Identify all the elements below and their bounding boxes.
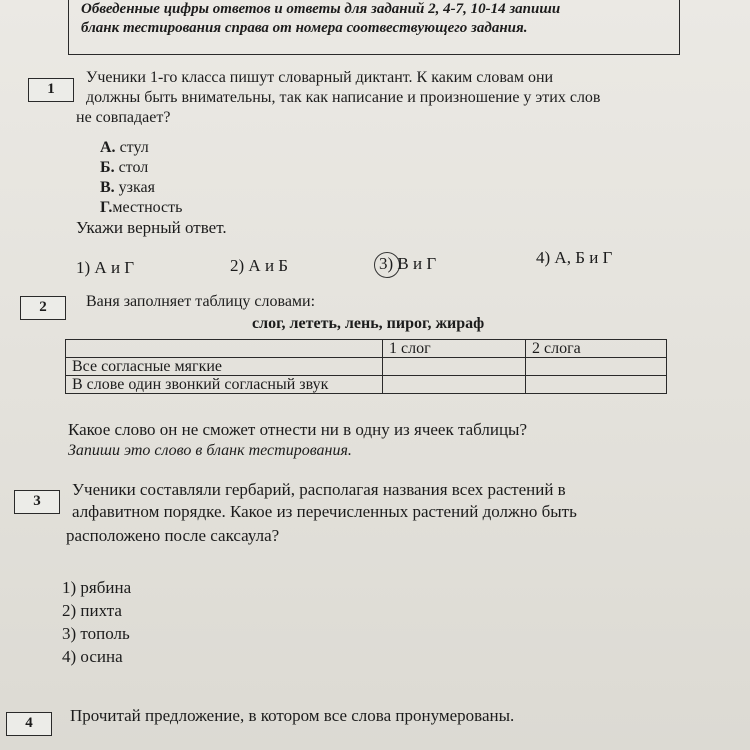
- task-1-number: 1: [28, 78, 74, 102]
- option-num: 2): [62, 601, 77, 620]
- table-cell: [526, 376, 667, 394]
- word-option-a: [100, 138, 149, 157]
- answer-option-2[interactable]: [230, 256, 288, 276]
- task-2-number: 2: [20, 296, 66, 320]
- word-letter: Г.: [100, 199, 113, 216]
- task-1-text-line-3: не совпадает?: [76, 109, 171, 126]
- plant-option-4[interactable]: [62, 647, 123, 667]
- answer-text: А и Б: [244, 256, 289, 275]
- word-text: стол: [114, 159, 149, 176]
- task-2-words: слог, лететь, лень, пирог, жираф: [252, 315, 485, 332]
- table-cell: [383, 358, 526, 376]
- word-option-v: [100, 178, 155, 197]
- task-1-instruction: Укажи верный ответ.: [76, 218, 227, 237]
- answer-num: 3): [379, 254, 394, 273]
- answer-text: А и Г: [90, 258, 135, 277]
- answer-num: 1): [76, 258, 91, 277]
- plant-option-3[interactable]: [62, 624, 130, 644]
- answer-text: В и Г: [393, 254, 437, 273]
- table-row-label: В слове один звонкий согласный звук: [66, 376, 383, 394]
- table-header-row: [66, 340, 667, 358]
- table-header-cell: [66, 340, 383, 358]
- table-row: [66, 376, 667, 394]
- option-num: 3): [62, 624, 77, 643]
- instructions-line-2: бланк тестирования справа от номера соотвествующего задания.: [81, 20, 528, 36]
- instructions-box: [68, 0, 680, 55]
- word-letter: Б.: [100, 159, 115, 176]
- table-row-label: Все согласные мягкие: [66, 358, 383, 376]
- answer-option-3[interactable]: [379, 254, 436, 274]
- option-text: рябина: [76, 578, 132, 597]
- task-2-instruction: Запиши это слово в бланк тестирования.: [68, 442, 352, 459]
- table-cell: [383, 376, 526, 394]
- option-text: осина: [76, 647, 123, 666]
- answer-option-1[interactable]: [76, 258, 134, 278]
- word-letter: В.: [100, 179, 115, 196]
- task-3-number: 3: [14, 490, 60, 514]
- word-letter: А.: [100, 139, 116, 156]
- option-num: 4): [62, 647, 77, 666]
- task-2-question: Какое слово он не сможет отнести ни в одну из ячеек таблицы?: [68, 420, 528, 439]
- plant-option-2[interactable]: [62, 601, 122, 621]
- task-3-text-line-3: расположено после саксаула?: [66, 526, 280, 545]
- option-num: 1): [62, 578, 77, 597]
- table-header-cell: 1 слог: [383, 340, 526, 358]
- task-1-text-line-2: должны быть внимательны, так как написание и произношение у этих слов: [86, 89, 601, 106]
- table-cell: [526, 358, 667, 376]
- answer-num: 2): [230, 256, 245, 275]
- answer-option-4[interactable]: [536, 248, 612, 268]
- word-option-g: [100, 198, 182, 217]
- task-4-text: Прочитай предложение, в котором все слова пронумерованы.: [70, 706, 515, 725]
- word-option-b: [100, 158, 148, 177]
- task-3-text-line-2: алфавитном порядке. Какое из перечисленных растений должно быть: [72, 502, 577, 521]
- table-row: [66, 358, 667, 376]
- task-2-text: Ваня заполняет таблицу словами:: [86, 293, 316, 310]
- word-text: местность: [112, 199, 183, 216]
- classification-table: [65, 339, 667, 394]
- answer-num: 4): [536, 248, 551, 267]
- word-text: узкая: [114, 179, 155, 196]
- option-text: пихта: [76, 601, 122, 620]
- task-3-text-line-1: Ученики составляли гербарий, располагая названия всех растений в: [72, 480, 566, 499]
- task-4-number: 4: [6, 712, 52, 736]
- option-text: тополь: [76, 624, 130, 643]
- task-1-text-line-1: Ученики 1-го класса пишут словарный диктант. К каким словам они: [86, 69, 554, 86]
- table-header-cell: 2 слога: [526, 340, 667, 358]
- word-text: стул: [115, 139, 149, 156]
- plant-option-1[interactable]: [62, 578, 131, 598]
- instructions-line-1: Обведенные цифры ответов и ответы для заданий 2, 4-7, 10-14 запиши: [81, 1, 561, 17]
- answer-text: А, Б и Г: [550, 248, 613, 267]
